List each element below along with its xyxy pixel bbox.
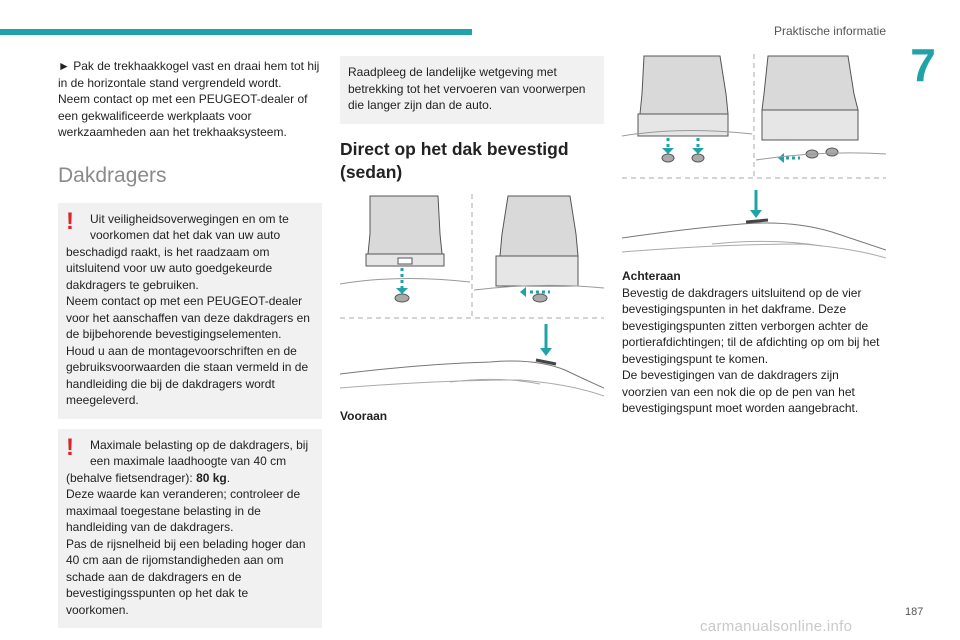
- watermark: carmanualsonline.info: [700, 618, 853, 635]
- warning-box-safety: [58, 203, 322, 419]
- section-title: Praktische informatie: [773, 24, 886, 38]
- info-box-legislation: [340, 56, 604, 124]
- warning-text-prefix: (behalve fietsendrager):: [66, 470, 197, 485]
- warning-first-line: Uit veiligheidsoverwegingen en om te voorkomen dat het dak van uw auto: [90, 211, 289, 242]
- warning-text: Pas de rijsnelheid bij een belading hoger dan 40 cm aan de rijomstandigheden aan om schade aan de dakdragers en de bevestigingsspunten op het dak te voorkomen.: [66, 536, 306, 617]
- page-number: 187: [905, 606, 924, 618]
- warning-first-line: Maximale belasting op de dakdragers, bij een maximale laadhoogte van 40 cm: [90, 437, 309, 468]
- contact-paragraph: Neem contact op met een PEUGEOT-dealer of een gekwalificeerde werkplaats voor werkzaamheden aan het trekhaaksysteem.: [58, 92, 308, 139]
- warning-box-max-load: [58, 429, 322, 629]
- exclamation-mark-icon: !: [66, 433, 74, 461]
- warning-text: Neem contact op met een PEUGEOT-dealer voor het aanschaffen van deze dakdragers en de bijbehorende bevestigingselementen.: [66, 294, 310, 341]
- column-right: [622, 50, 886, 417]
- column-left: [58, 58, 322, 638]
- sedan-roof-front-point-illustration: [340, 324, 604, 404]
- sedan-roof-rear-point-illustration: [622, 184, 886, 264]
- column-middle: [340, 56, 604, 424]
- section-heading-dakdragers: Dakdragers: [58, 163, 167, 187]
- rear-paragraph-1: Bevestig de dakdragers uitsluitend op de vier bevestigingspunten in het dakframe. Deze bevestigingspunten zitten verborgen achter de portierafdichtingen; til de afdichting op om bij het bevestigingspunt te komen.: [622, 285, 880, 366]
- roof-bar-front-illustration: [340, 194, 604, 320]
- figure-caption-rear: Achteraan: [622, 269, 681, 283]
- roof-bar-rear-illustration: [622, 54, 886, 180]
- exclamation-mark-icon: !: [66, 207, 74, 235]
- max-load-value: 80 kg: [196, 470, 227, 485]
- header-accent-bar: [0, 29, 472, 35]
- warning-text: beschadigd raakt, is het raadzaam om uitsluitend voor uw auto goedgekeurde dakdragers te gebruiken.: [66, 244, 273, 292]
- info-text: Raadpleeg de landelijke wetgeving met betrekking tot het vervoeren van voorwerpen die langer zijn dan de auto.: [348, 65, 586, 112]
- warning-text: Houd u aan de montagevoorschriften en de gebruiksvoorwaarden die staan vermeld in de handleiding die bij de dakdragers wordt meegeleverd.: [66, 343, 309, 407]
- warning-text: Deze waarde kan veranderen; controleer de maximaal toegestane belasting in de handleiding van de dakdragers.: [66, 487, 301, 534]
- bullet-paragraph: ► Pak de trekhaakkogel vast en draai hem tot hij in de horizontale stand vergrendeld wordt.: [58, 59, 320, 90]
- warning-text-suffix: .: [226, 470, 231, 485]
- rear-paragraph-2: De bevestigingen van de dakdragers zijn voorzien van een nok die op de pen van het bevestigingspunt moet worden aangebracht.: [622, 368, 859, 415]
- chapter-number: 7: [910, 39, 936, 91]
- section-heading-roof: Direct op het dak bevestigd (sedan): [340, 138, 569, 182]
- figure-caption-front: Vooraan: [340, 408, 388, 423]
- warning-text: [66, 470, 314, 487]
